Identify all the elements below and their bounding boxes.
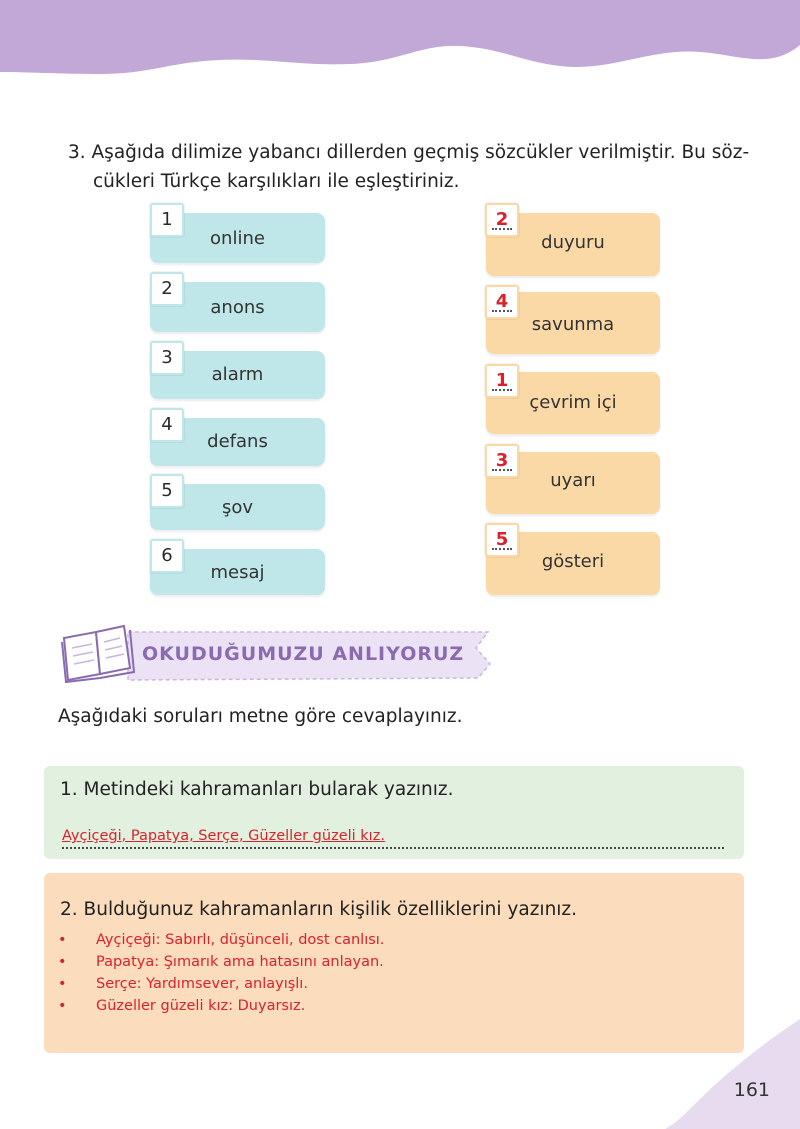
answer-dotted-line xyxy=(492,310,512,312)
question-3-line2: cükleri Türkçe karşılıkları ile eşleştiriniz. xyxy=(93,171,460,192)
question-1-answer: Ayçiçeği, Papatya, Serçe, Güzeller güzeli kız. xyxy=(62,828,385,844)
left-number-tab: 5 xyxy=(150,474,184,508)
trait-answer: Ayçiçeği: Sabırlı, düşünceli, dost canlısı. xyxy=(96,932,385,948)
left-word-label: alarm xyxy=(211,364,264,385)
right-answer-number: 4 xyxy=(495,291,509,312)
left-word-label: anons xyxy=(210,297,265,318)
right-answer-tab xyxy=(485,203,519,237)
right-answer-tab xyxy=(485,364,519,398)
left-word-label: online xyxy=(210,228,265,249)
left-word-label: mesaj xyxy=(210,562,265,583)
question-1-text: 1. Metindeki kahramanları bularak yazınız. xyxy=(60,779,454,800)
question-1-answer-line[interactable] xyxy=(62,826,724,849)
right-answer-number: 5 xyxy=(495,529,509,550)
left-word-label: defans xyxy=(207,431,268,452)
question-2-answer-list xyxy=(58,929,384,1017)
answer-dotted-line xyxy=(492,228,512,230)
right-answer-number: 3 xyxy=(495,450,509,471)
trait-answer: Güzeller güzeli kız: Duyarsız. xyxy=(96,998,306,1014)
left-number-tab: 2 xyxy=(150,272,184,306)
left-number-tab: 4 xyxy=(150,408,184,442)
question-3-line1: 3. Aşağıda dilimize yabancı dillerden geçmiş sözcükler verilmiştir. Bu söz- xyxy=(68,142,750,163)
answer-dotted-line xyxy=(492,469,512,471)
right-word-label: uyarı xyxy=(550,470,596,491)
list-item xyxy=(58,995,384,1017)
right-answer-number: 2 xyxy=(495,209,509,230)
section-title: OKUDUĞUMUZU ANLIYORUZ xyxy=(142,643,465,665)
bullet-icon: • xyxy=(58,932,67,948)
list-item xyxy=(58,929,384,951)
right-word-label: duyuru xyxy=(541,232,605,253)
answer-dotted-line xyxy=(492,389,512,391)
left-word-label: şov xyxy=(221,497,254,518)
header-wave-decoration xyxy=(0,0,800,90)
right-answer-number: 1 xyxy=(495,370,509,391)
bullet-icon: • xyxy=(58,954,67,970)
corner-wave-decoration xyxy=(660,1019,800,1129)
trait-answer: Papatya: Şımarık ama hatasını anlayan. xyxy=(96,954,384,970)
answer-dotted-line xyxy=(492,548,512,550)
left-number-tab: 1 xyxy=(150,203,184,237)
right-word-label: savunma xyxy=(531,314,615,335)
left-number-tab: 3 xyxy=(150,341,184,375)
right-answer-tab xyxy=(485,444,519,478)
page-number: 161 xyxy=(733,1079,770,1101)
list-item xyxy=(58,951,384,973)
right-word-label: gösteri xyxy=(541,551,605,572)
open-book-icon xyxy=(62,626,134,682)
section-instruction: Aşağıdaki soruları metne göre cevaplayınız. xyxy=(58,706,463,727)
right-answer-tab xyxy=(485,523,519,557)
list-item xyxy=(58,973,384,995)
question-2-text: 2. Bulduğunuz kahramanların kişilik özelliklerini yazınız. xyxy=(60,899,578,920)
left-number-tab: 6 xyxy=(150,539,184,573)
trait-answer: Serçe: Yardımsever, anlayışlı. xyxy=(96,976,308,992)
bullet-icon: • xyxy=(58,998,67,1014)
right-answer-tab xyxy=(485,285,519,319)
bullet-icon: • xyxy=(58,976,67,992)
right-word-label: çevrim içi xyxy=(529,392,617,413)
question-3-text xyxy=(68,138,758,196)
